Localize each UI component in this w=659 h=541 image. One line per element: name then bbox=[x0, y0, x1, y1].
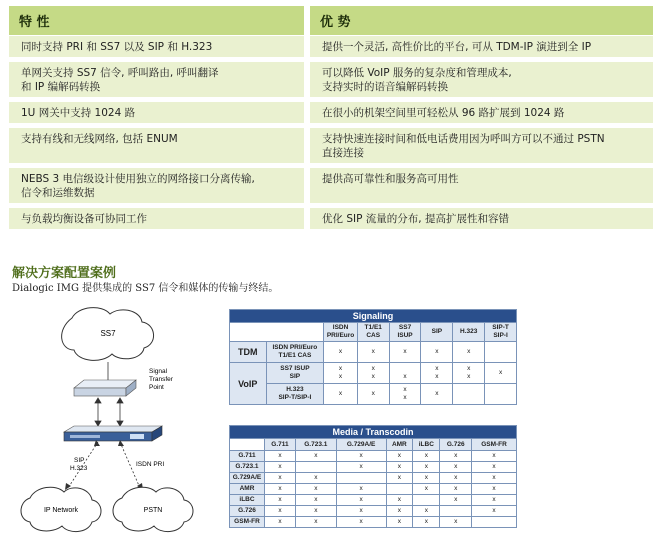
feature-cell: NEBS 3 电信级设计使用独立的网络接口分离传输, 信令和运维数据 bbox=[9, 168, 307, 204]
media-row-label: AMR bbox=[230, 484, 265, 495]
media-mark: x bbox=[265, 495, 296, 506]
media-mark: x bbox=[472, 484, 517, 495]
signaling-mark: x x bbox=[389, 384, 421, 405]
media-column-header: GSM-FR bbox=[472, 439, 517, 451]
media-mark bbox=[386, 484, 413, 495]
signaling-column-header: H.323 bbox=[453, 323, 485, 342]
pstn-label: PSTN bbox=[143, 507, 163, 514]
media-mark: x bbox=[336, 495, 386, 506]
stp-label-3: Point bbox=[149, 384, 164, 391]
media-mark: x bbox=[295, 506, 336, 517]
signaling-mark: x x bbox=[421, 363, 453, 384]
benefit-cell: 可以降低 VoIP 服务的复杂度和管理成本, 支持实时的语音编解码转换 bbox=[307, 62, 653, 98]
media-row bbox=[230, 462, 517, 473]
media-mark: x bbox=[440, 484, 472, 495]
feature-cell: 单网关支持 SS7 信令, 呼叫路由, 呼叫翻译 和 IP 编解码转换 bbox=[9, 62, 307, 98]
media-mark: x bbox=[386, 495, 413, 506]
signaling-mark: x bbox=[324, 342, 358, 363]
media-mark: x bbox=[472, 462, 517, 473]
signaling-mark: x bbox=[357, 384, 389, 405]
media-row-label: iLBC bbox=[230, 495, 265, 506]
media-mark: x bbox=[386, 506, 413, 517]
signaling-mark: x bbox=[421, 384, 453, 405]
media-row bbox=[230, 473, 517, 484]
signaling-mark bbox=[485, 384, 517, 405]
signaling-column-header: SS7 ISUP bbox=[389, 323, 421, 342]
media-column-header: AMR bbox=[386, 439, 413, 451]
feature-cell: 与负载均衡设备可协同工作 bbox=[9, 208, 307, 230]
media-mark: x bbox=[336, 506, 386, 517]
stp-label-1: Signal bbox=[149, 368, 168, 375]
media-mark: x bbox=[336, 462, 386, 473]
features-table bbox=[9, 6, 653, 229]
media-column-header: G.729A/E bbox=[336, 439, 386, 451]
signaling-row bbox=[230, 363, 517, 384]
ss7-label: SS7 bbox=[100, 329, 116, 338]
ss7-cloud bbox=[62, 308, 154, 361]
media-mark: x bbox=[413, 484, 440, 495]
media-row-label: G.726 bbox=[230, 506, 265, 517]
media-column-header: G.723.1 bbox=[295, 439, 336, 451]
media-mark: x bbox=[413, 462, 440, 473]
feature-row bbox=[9, 102, 653, 124]
media-mark: x bbox=[265, 473, 296, 484]
ip-network-label: IP Network bbox=[43, 507, 79, 514]
signaling-mark: x x bbox=[453, 363, 485, 384]
img-gateway bbox=[64, 426, 162, 441]
feature-row bbox=[9, 128, 653, 164]
benefits-header: 优 势 bbox=[307, 6, 653, 36]
media-mark bbox=[295, 462, 336, 473]
media-row-label: G.729A/E bbox=[230, 473, 265, 484]
benefit-cell: 优化 SIP 流量的分布, 提高扩展性和容错 bbox=[307, 208, 653, 230]
media-mark: x bbox=[265, 506, 296, 517]
media-mark: x bbox=[265, 451, 296, 462]
media-mark bbox=[472, 517, 517, 528]
media-row bbox=[230, 517, 517, 528]
pstn-cloud bbox=[113, 487, 193, 531]
signaling-group-label: TDM bbox=[230, 342, 267, 363]
media-mark: x bbox=[295, 451, 336, 462]
media-mark: x bbox=[386, 517, 413, 528]
signaling-column-header: SIP bbox=[421, 323, 453, 342]
signaling-mark: x bbox=[389, 363, 421, 384]
media-mark: x bbox=[386, 473, 413, 484]
network-diagram bbox=[10, 300, 225, 538]
isdn-pri-label: ISDN PRI bbox=[136, 461, 165, 468]
signaling-mark: x bbox=[421, 342, 453, 363]
benefit-cell: 在很小的机架空间里可轻松从 96 路扩展到 1024 路 bbox=[307, 102, 653, 124]
signaling-mark bbox=[453, 384, 485, 405]
media-mark: x bbox=[336, 484, 386, 495]
media-mark: x bbox=[413, 506, 440, 517]
features-header: 特 性 bbox=[9, 6, 307, 36]
feature-cell: 同时支持 PRI 和 SS7 以及 SIP 和 H.323 bbox=[9, 36, 307, 58]
media-mark: x bbox=[440, 451, 472, 462]
media-mark bbox=[336, 473, 386, 484]
benefit-cell: 支持快速连接时间和低电话费用因为呼叫方可以不通过 PSTN 直接连接 bbox=[307, 128, 653, 164]
media-column-header: iLBC bbox=[413, 439, 440, 451]
media-mark: x bbox=[336, 517, 386, 528]
signaling-title: Signaling bbox=[230, 310, 517, 323]
feature-row bbox=[9, 62, 653, 98]
signaling-column-header: T1/E1 CAS bbox=[357, 323, 389, 342]
signaling-mark: x bbox=[389, 342, 421, 363]
signaling-column-header: ISDN PRI/Euro bbox=[324, 323, 358, 342]
media-row-label: G.711 bbox=[230, 451, 265, 462]
media-mark: x bbox=[440, 517, 472, 528]
feature-row bbox=[9, 168, 653, 204]
signaling-mark bbox=[485, 342, 517, 363]
media-mark: x bbox=[440, 473, 472, 484]
signaling-row bbox=[230, 342, 517, 363]
media-mark: x bbox=[295, 473, 336, 484]
signaling-mark: x x bbox=[324, 363, 358, 384]
media-mark: x bbox=[265, 462, 296, 473]
media-mark: x bbox=[386, 462, 413, 473]
stp-device bbox=[74, 380, 136, 396]
media-mark: x bbox=[386, 451, 413, 462]
media-mark: x bbox=[265, 484, 296, 495]
benefit-cell: 提供高可靠性和服务高可用性 bbox=[307, 168, 653, 204]
media-mark: x bbox=[440, 495, 472, 506]
media-mark bbox=[440, 506, 472, 517]
ip-network-cloud bbox=[21, 487, 101, 531]
media-row bbox=[230, 506, 517, 517]
signaling-mark: x bbox=[357, 342, 389, 363]
media-title: Media / Transcodin bbox=[230, 426, 517, 439]
media-row bbox=[230, 484, 517, 495]
media-mark: x bbox=[472, 451, 517, 462]
feature-cell: 1U 网关中支持 1024 路 bbox=[9, 102, 307, 124]
media-mark: x bbox=[413, 517, 440, 528]
media-mark: x bbox=[472, 495, 517, 506]
media-mark: x bbox=[295, 517, 336, 528]
media-row bbox=[230, 451, 517, 462]
signaling-mark: x bbox=[485, 363, 517, 384]
media-mark: x bbox=[336, 451, 386, 462]
media-table bbox=[229, 425, 517, 528]
signaling-row bbox=[230, 384, 517, 405]
feature-row bbox=[9, 36, 653, 58]
media-mark: x bbox=[413, 473, 440, 484]
media-mark: x bbox=[472, 473, 517, 484]
media-mark: x bbox=[472, 506, 517, 517]
media-row-label: G.723.1 bbox=[230, 462, 265, 473]
h323-label: H.323 bbox=[70, 465, 88, 472]
feature-cell: 支持有线和无线网络, 包括 ENUM bbox=[9, 128, 307, 164]
signaling-mark: x bbox=[324, 384, 358, 405]
media-mark: x bbox=[295, 484, 336, 495]
signaling-mark: x x bbox=[357, 363, 389, 384]
media-mark: x bbox=[413, 451, 440, 462]
media-mark bbox=[413, 495, 440, 506]
signaling-row-label: SS7 ISUP SIP bbox=[266, 363, 324, 384]
section-title: 解决方案配置案例 bbox=[12, 266, 117, 281]
media-column-header: G.711 bbox=[265, 439, 296, 451]
media-mark: x bbox=[440, 462, 472, 473]
media-column-header: G.726 bbox=[440, 439, 472, 451]
sip-label: SIP bbox=[74, 457, 85, 464]
signaling-group-label: VoIP bbox=[230, 363, 267, 405]
benefit-cell: 提供一个灵活, 高性价比的平台, 可从 TDM-IP 演进到全 IP bbox=[307, 36, 653, 58]
media-mark: x bbox=[265, 517, 296, 528]
feature-row bbox=[9, 208, 653, 230]
signaling-mark: x bbox=[453, 342, 485, 363]
stp-label-2: Transfer bbox=[149, 376, 173, 383]
media-row bbox=[230, 495, 517, 506]
section-description: Dialogic IMG 提供集成的 SS7 信令和媒体的传输与终结。 bbox=[12, 283, 279, 294]
signaling-row-label: H.323 SIP-T/SIP-I bbox=[266, 384, 324, 405]
media-row-label: GSM-FR bbox=[230, 517, 265, 528]
media-mark: x bbox=[295, 495, 336, 506]
signaling-column-header: SIP-T SIP-I bbox=[485, 323, 517, 342]
signaling-row-label: ISDN PRI/Euro T1/E1 CAS bbox=[266, 342, 324, 363]
signaling-table bbox=[229, 309, 517, 405]
